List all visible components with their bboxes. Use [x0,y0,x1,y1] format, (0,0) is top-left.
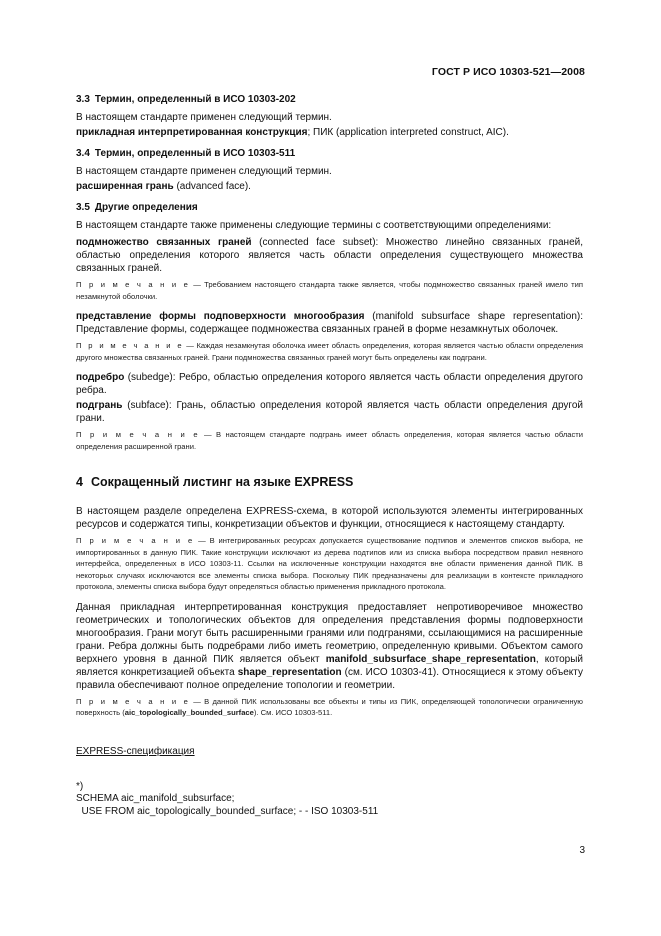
term-definition [76,310,583,336]
note-text: — В интегрированных ресурсах допускается существование подтипов и элементов списков выбора, не импортированных в данную ПИК. Такие конструкции исключают из дерева подтипов или из списка выбора посредством правил неявного интерфейса, определенных в ИСО 10303-11. Ссылки на исключенные конструкции находятся вне области применения данной ПИК. В некоторых случаях исключаются все элементы списка выбора. Поскольку ПИК предназначены для реализации в контексте прикладного протокола, элементы списка выбора будут определяться областью применения прикладного протокола. [76,536,583,591]
note-text: ). См. ИСО 10303-511. [253,708,333,717]
code-line: USE FROM aic_topologically_bounded_surface; - - ISO 10303-511 [76,805,379,817]
paragraph [76,505,583,531]
note-text: — Требованием настоящего стандарта также является, чтобы подмножество связанных граней имело тип незамкнутой оболочки. [76,280,584,301]
term-definition [76,399,583,425]
page-content [76,93,583,818]
page-number: 3 [579,845,585,856]
term: подребро [76,372,125,383]
term: подгрань [76,400,123,411]
section-number: 3.4 [76,148,90,159]
term: прикладная интерпретированная конструкция [76,127,308,138]
note-label: П р и м е ч а н и е [76,696,190,706]
definition: (subface): Грань, областью определения которой является часть области определения другой грани. [76,400,583,424]
note-label: П р и м е ч а н и е [76,536,195,545]
section-3-5-heading [76,201,583,214]
section-number: 3.5 [76,202,90,213]
definition: (connected face subset): Множество линейно связанных граней, областью определения которого является часть области определения существующего множества связанных граней. [76,237,584,274]
section-3-3-heading [76,93,583,106]
note-text: — В данной ПИК использованы все объекты и типы из ПИК, определяющей топологически ограниченную поверхность ( [76,696,584,717]
term-definition [76,126,583,139]
note [76,340,583,363]
paragraph [76,111,583,124]
note-label: П р и м е ч а н и е [76,280,190,289]
entity-name: manifold_subsurface_shape_representation [325,653,536,665]
term: подмножество связанных граней [76,237,252,248]
definition: (advanced face). [173,181,251,192]
paragraph [76,219,583,232]
section-title: Термин, определенный в ИСО 10303-511 [94,148,296,159]
paragraph [76,165,583,178]
definition: (subedge): Ребро, областью определения которого является часть области определения другого ребра. [76,372,583,396]
section-3-4-heading [76,147,583,160]
section-number: 3.3 [76,94,90,105]
entity-name: shape_representation [237,666,342,678]
note-text: — Каждая незамкнутая оболочка имеет область определения, которая является частью области определения другого множества связанных граней. Грани подмножества связанных граней могут быть определены как подграни. [76,341,583,362]
text: В настоящем разделе определена EXPRESS-схема, в которой используются элементы интегрированных ресурсов и содержатся типы, конкретизации объектов и функции, относящиеся к настоящему стандарту. [76,506,583,530]
paragraph [76,601,583,692]
section-title: Сокращенный листинг на языке EXPRESS [90,475,354,489]
note [76,535,583,593]
section-4-heading [76,474,583,490]
term-definition [76,236,583,275]
code-line: *) [76,780,84,792]
text: В настоящем стандарте применен следующий термин. [76,112,332,123]
express-spec-title: EXPRESS-спецификация [76,745,195,757]
note [76,696,583,719]
text: Данная прикладная интерпретированная конструкция предоставляет непротиворечивое множество геометрических и топологических объектов для определения представления формы подповерхности многообразия. Грани могут быть расширенными гранями или подгранями, ссылающимися на расширенные грани. Ребра должны быть подребрами либо иметь геометрию, определенную кривыми. Объектом самого верхнего уровня в данной ПИК является объект [76,601,583,665]
note-label: П р и м е ч а н и е [76,430,200,439]
code-line: SCHEMA aic_manifold_subsurface; [76,793,235,804]
term: расширенная грань [76,181,174,192]
note [76,429,583,452]
text: , который является конкретизацией объекта [76,653,583,678]
text: В настоящем стандарте также применены следующие термины с соответствующими определениями: [76,220,552,231]
note [76,279,583,302]
term-definition [76,371,583,397]
section-title: Другие определения [94,202,198,213]
term: представление формы подповерхности многообразия [76,311,365,322]
entity-name: aic_topologically_bounded_surface [124,708,254,717]
note-text: — В настоящем стандарте подгрань имеет область определения, которая является частью области определения расширенной грани. [76,430,584,451]
section-title: Термин, определенный в ИСО 10303-202 [94,94,296,105]
definition: ; ПИК (application interpreted construct, AIC). [307,127,509,138]
section-number: 4 [76,475,83,489]
note-label: П р и м е ч а н и е [76,341,184,350]
term-definition [76,180,583,193]
text: В настоящем стандарте применен следующий термин. [76,166,332,177]
text: (см. ИСО 10303-41). Относящиеся к этому объекту правила обеспечивают полное определение топологии и геометрии. [76,666,583,691]
document-header: ГОСТ Р ИСО 10303-521—2008 [431,66,585,78]
definition: (manifold subsurface shape representation): Представление формы, содержащее подмножества связанных граней в форме незамкнутых оболочек. [76,311,583,335]
